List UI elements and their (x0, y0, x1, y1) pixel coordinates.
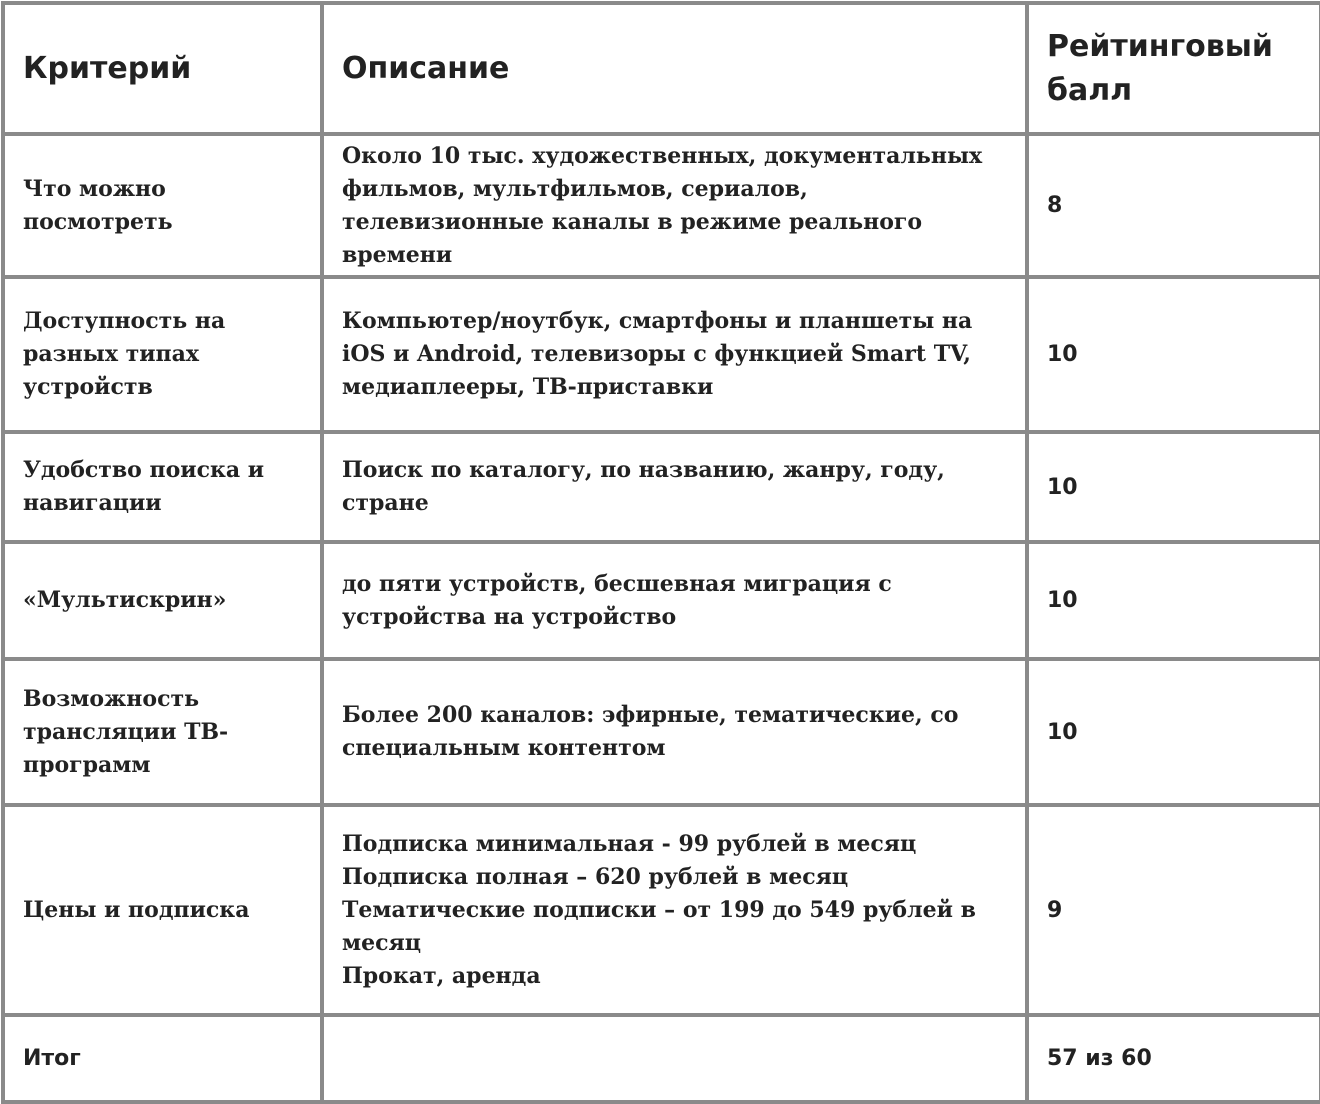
description-text: Компьютер/ноутбук, смартфоны и планшеты на iOS и Android, телевизоры с функцией Smart TV, медиаплееры, ТВ-приставки (342, 308, 973, 400)
score-cell: 10 (1027, 277, 1320, 432)
table-row (3, 432, 1320, 542)
score-cell: 10 (1027, 542, 1320, 659)
table-row (3, 659, 1320, 805)
description-line: Прокат, аренда (342, 962, 541, 989)
total-description-cell (322, 1015, 1027, 1102)
score-cell: 10 (1027, 659, 1320, 805)
description-line: Подписка минимальная - 99 рублей в месяц (342, 830, 917, 857)
description-cell (322, 659, 1027, 805)
rating-table (1, 1, 1320, 1104)
header-description: Описание (322, 3, 1027, 134)
description-text: Более 200 каналов: эфирные, тематические, со специальным контентом (342, 702, 959, 761)
score-cell: 9 (1027, 805, 1320, 1015)
description-cell (322, 805, 1027, 1015)
description-text: до пяти устройств, бесшевная миграция с устройства на устройство (342, 570, 892, 630)
description-cell (322, 542, 1027, 659)
table-row (3, 805, 1320, 1015)
description-line: Подписка полная – 620 рублей в месяц (342, 863, 849, 890)
total-label: Итог (3, 1015, 322, 1102)
score-cell: 8 (1027, 134, 1320, 277)
header-criterion: Критерий (3, 3, 322, 134)
criterion-cell: Удобство поиска и навигации (3, 432, 322, 542)
score-cell: 10 (1027, 432, 1320, 542)
description-text: Около 10 тыс. художественных, документальных фильмов, мультфильмов, сериалов, телевизионные каналы в режиме реального времени (342, 142, 983, 268)
table-row (3, 542, 1320, 659)
criterion-cell: Цены и подписка (3, 805, 322, 1015)
description-cell (322, 432, 1027, 542)
description-cell (322, 277, 1027, 432)
description-cell (322, 134, 1027, 277)
criterion-cell: «Мультискрин» (3, 542, 322, 659)
total-row (3, 1015, 1320, 1102)
description-line: Тематические подписки – от 199 до 549 рублей в месяц (342, 896, 976, 956)
criterion-cell: Возможность трансляции ТВ-программ (3, 659, 322, 805)
criterion-cell: Доступность на разных типах устройств (3, 277, 322, 432)
description-text: Поиск по каталогу, по названию, жанру, году, стране (342, 457, 945, 516)
table-header-row (3, 3, 1320, 134)
header-score: Рейтинговый балл (1027, 3, 1320, 134)
table-row (3, 277, 1320, 432)
table-row (3, 134, 1320, 277)
total-score: 57 из 60 (1027, 1015, 1320, 1102)
criterion-cell: Что можно посмотреть (3, 134, 322, 277)
